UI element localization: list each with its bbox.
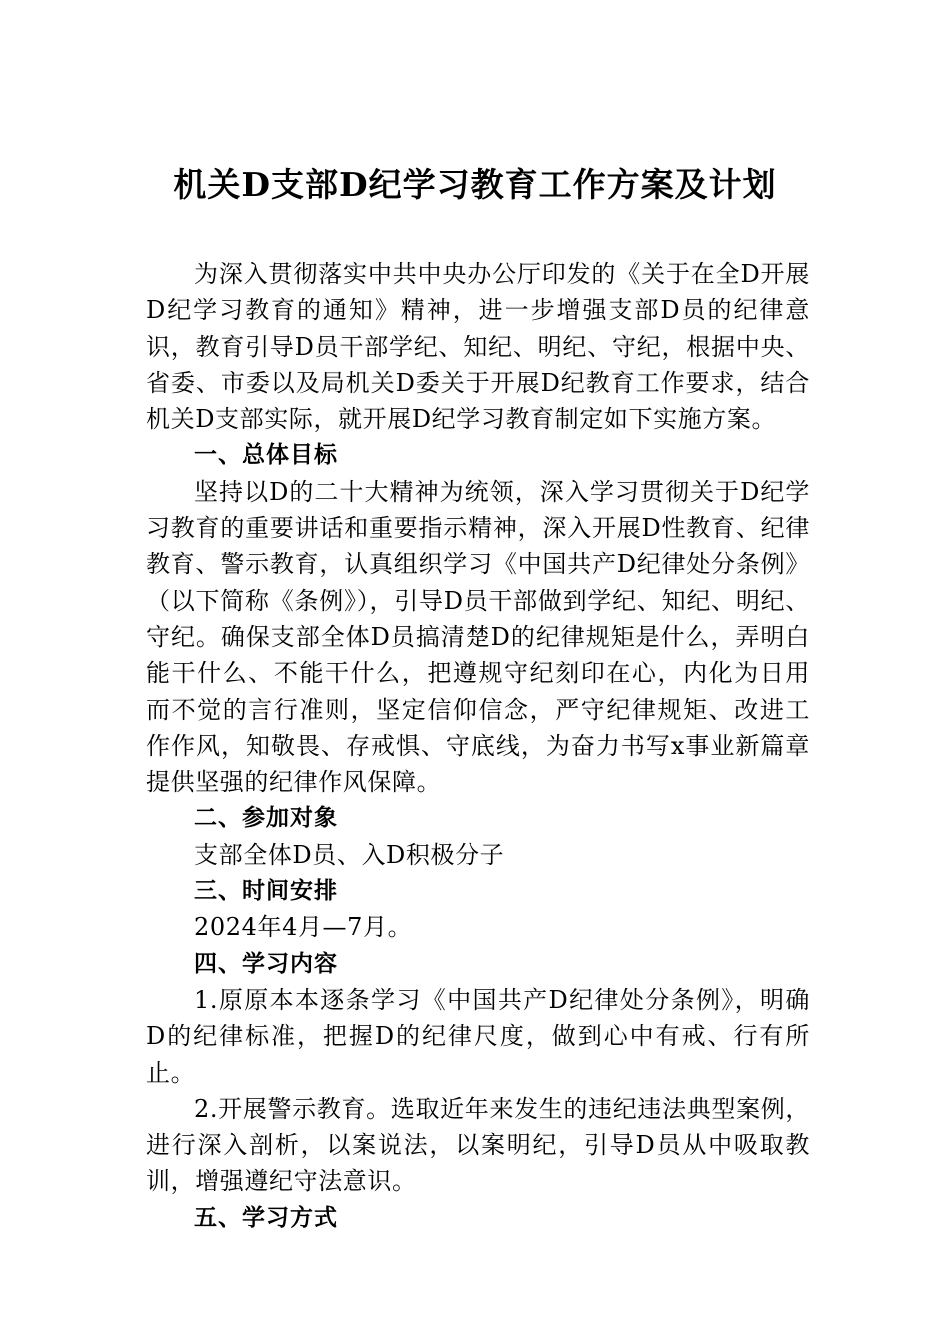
content-item-1: 1.原原本本逐条学习《中国共产D纪律处分条例》，明确D的纪律标准，把握D的纪律尺度，做到心中有戒、行有所止。 xyxy=(146,985,810,1087)
participants-paragraph: 支部全体D员、入D积极分子 xyxy=(194,840,505,869)
document-body xyxy=(146,256,810,1236)
intro-paragraph: 为深入贯彻落实中共中央办公厅印发的《关于在全D开展D纪学习教育的通知》精神，进一步增强支部D员的纪律意识，教育引导D员干部学纪、知纪、明纪、守纪，根据中央、省委、市委以及局机关D委关于开展D纪教育工作要求，结合机关D支部实际，就开展D纪学习教育制定如下实施方案。 xyxy=(146,260,810,434)
content-item-2: 2.开展警示教育。选取近年来发生的违纪违法典型案例，进行深入剖析，以案说法，以案明纪，引导D员从中吸取教训，增强遵纪守法意识。 xyxy=(146,1094,810,1196)
section-heading-methods: 五、学习方式 xyxy=(194,1204,338,1231)
section-heading-goals: 一、总体目标 xyxy=(194,442,338,469)
section-heading-content: 四、学习内容 xyxy=(194,950,338,977)
section-heading-participants: 二、参加对象 xyxy=(194,805,338,832)
schedule-paragraph: 2024年4月—7月。 xyxy=(194,913,413,942)
section-heading-schedule: 三、时间安排 xyxy=(194,878,338,905)
goals-paragraph: 坚持以D的二十大精神为统领，深入学习贯彻关于D纪学习教育的重要讲话和重要指示精神，深入开展D性教育、纪律教育、警示教育，认真组织学习《中国共产D纪律处分条例》（以下简称《条例》），引导D员干部做到学纪、知纪、明纪、守纪。确保支部全体D员搞清楚D的纪律规矩是什么，弄明白能干什么、不能干什么，把遵规守纪刻印在心，内化为日用而不觉的言行准则，坚定信仰信念，严守纪律规矩、改进工作作风，知敬畏、存戒惧、守底线，为奋力书写x事业新篇章提供坚强的纪律作风保障。 xyxy=(146,477,810,797)
document-title: 机关D支部D纪学习教育工作方案及计划 xyxy=(173,165,777,204)
